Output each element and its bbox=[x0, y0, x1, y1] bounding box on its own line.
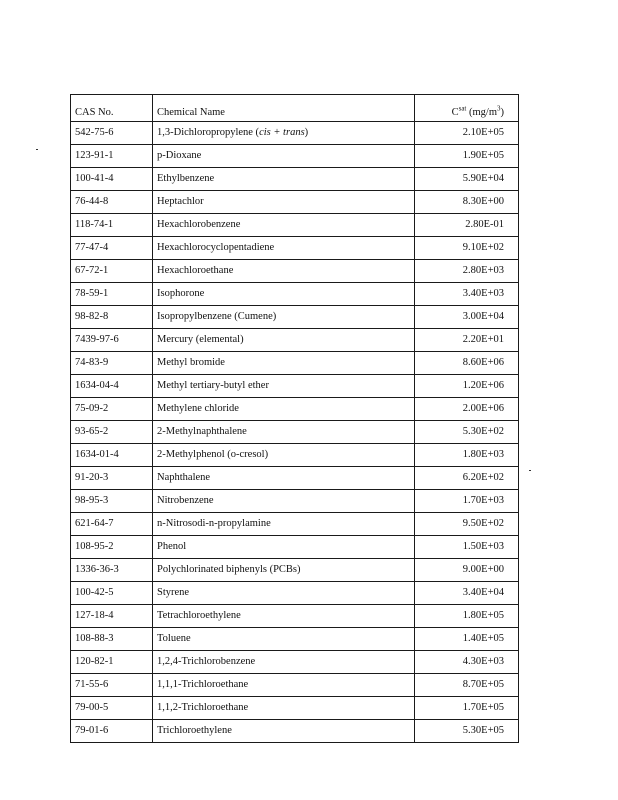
concentration-value-cell: 2.80E-01 bbox=[415, 214, 519, 237]
table-row bbox=[71, 306, 519, 329]
table-row bbox=[71, 145, 519, 168]
concentration-value-cell: 3.40E+03 bbox=[415, 283, 519, 306]
chemical-name-suffix: ) bbox=[304, 126, 309, 138]
chemical-name-cell: 1,1,1-Trichloroethane bbox=[153, 674, 415, 697]
chemical-name-cell: Methylene chloride bbox=[153, 398, 415, 421]
chemical-name-cell bbox=[153, 122, 415, 145]
table-row bbox=[71, 674, 519, 697]
cas-number-cell: 118-74-1 bbox=[71, 214, 153, 237]
cas-number-cell: 1336-36-3 bbox=[71, 559, 153, 582]
table-body bbox=[71, 122, 519, 743]
chemical-name-cell: Tetrachloroethylene bbox=[153, 605, 415, 628]
concentration-unit: (mg/m bbox=[469, 106, 497, 118]
chemical-name-cell: Styrene bbox=[153, 582, 415, 605]
table-row bbox=[71, 260, 519, 283]
cas-number-cell: 79-00-5 bbox=[71, 697, 153, 720]
chemical-name-cell: Polychlorinated biphenyls (PCBs) bbox=[153, 559, 415, 582]
cas-number-cell: 98-95-3 bbox=[71, 490, 153, 513]
table-row bbox=[71, 513, 519, 536]
cas-number-cell: 75-09-2 bbox=[71, 398, 153, 421]
chemical-name-cell: 1,1,2-Trichloroethane bbox=[153, 697, 415, 720]
concentration-value-cell: 1.80E+05 bbox=[415, 605, 519, 628]
concentration-value-cell: 9.00E+00 bbox=[415, 559, 519, 582]
cas-number-header: CAS No. bbox=[71, 95, 153, 122]
table-row bbox=[71, 168, 519, 191]
table-row bbox=[71, 628, 519, 651]
concentration-value-cell: 5.30E+02 bbox=[415, 421, 519, 444]
concentration-value-cell: 4.30E+03 bbox=[415, 651, 519, 674]
chemical-name-cell: Hexachloroethane bbox=[153, 260, 415, 283]
chemical-name-cell: n-Nitrosodi-n-propylamine bbox=[153, 513, 415, 536]
chemical-name-cell: Toluene bbox=[153, 628, 415, 651]
chemical-name-cell: 1,2,4-Trichlorobenzene bbox=[153, 651, 415, 674]
table-row bbox=[71, 375, 519, 398]
concentration-value-cell: 3.40E+04 bbox=[415, 582, 519, 605]
concentration-value-cell: 9.50E+02 bbox=[415, 513, 519, 536]
concentration-value-cell: 8.30E+00 bbox=[415, 191, 519, 214]
table-row bbox=[71, 651, 519, 674]
cas-number-cell: 108-88-3 bbox=[71, 628, 153, 651]
cas-number-cell: 7439-97-6 bbox=[71, 329, 153, 352]
concentration-value-cell: 5.90E+04 bbox=[415, 168, 519, 191]
concentration-value-cell: 1.90E+05 bbox=[415, 145, 519, 168]
cas-number-cell: 76-44-8 bbox=[71, 191, 153, 214]
concentration-value-cell: 1.70E+05 bbox=[415, 697, 519, 720]
concentration-value-cell: 6.20E+02 bbox=[415, 467, 519, 490]
cas-number-cell: 108-95-2 bbox=[71, 536, 153, 559]
concentration-value-cell: 2.00E+06 bbox=[415, 398, 519, 421]
concentration-value-cell: 8.60E+06 bbox=[415, 352, 519, 375]
chemical-name-cell: Methyl tertiary-butyl ether bbox=[153, 375, 415, 398]
chemical-name-cell: Hexachlorobenzene bbox=[153, 214, 415, 237]
table-row bbox=[71, 582, 519, 605]
concentration-value-cell: 1.40E+05 bbox=[415, 628, 519, 651]
chemical-name-header: Chemical Name bbox=[153, 95, 415, 122]
table-row bbox=[71, 467, 519, 490]
concentration-value-cell: 9.10E+02 bbox=[415, 237, 519, 260]
concentration-value-cell: 1.50E+03 bbox=[415, 536, 519, 559]
cas-number-cell: 77-47-4 bbox=[71, 237, 153, 260]
concentration-symbol: C bbox=[451, 106, 459, 118]
cas-number-cell: 621-64-7 bbox=[71, 513, 153, 536]
chemical-name-cell: Heptachlor bbox=[153, 191, 415, 214]
cas-number-cell: 123-91-1 bbox=[71, 145, 153, 168]
cas-number-cell: 120-82-1 bbox=[71, 651, 153, 674]
cas-number-cell: 79-01-6 bbox=[71, 720, 153, 743]
chemical-name-cell: Nitrobenzene bbox=[153, 490, 415, 513]
concentration-value-cell: 3.00E+04 bbox=[415, 306, 519, 329]
chemical-name-cell: Trichloroethylene bbox=[153, 720, 415, 743]
table-row bbox=[71, 720, 519, 743]
saturation-concentration-table bbox=[70, 94, 519, 743]
chemical-name-cell: Isopropylbenzene (Cumene) bbox=[153, 306, 415, 329]
chemical-name-cell: Hexachlorocyclopentadiene bbox=[153, 237, 415, 260]
table-row bbox=[71, 444, 519, 467]
concentration-value-cell: 1.20E+06 bbox=[415, 375, 519, 398]
table-row bbox=[71, 191, 519, 214]
chemical-name-cell: 2-Methylnaphthalene bbox=[153, 421, 415, 444]
chemical-name-italic: cis + trans bbox=[259, 126, 305, 138]
table-row bbox=[71, 697, 519, 720]
cas-number-cell: 100-42-5 bbox=[71, 582, 153, 605]
concentration-value-cell: 2.80E+03 bbox=[415, 260, 519, 283]
table-header-row bbox=[71, 95, 519, 122]
cas-number-cell: 67-72-1 bbox=[71, 260, 153, 283]
chemical-name-cell: Ethylbenzene bbox=[153, 168, 415, 191]
chemical-name-cell: Mercury (elemental) bbox=[153, 329, 415, 352]
cas-number-cell: 127-18-4 bbox=[71, 605, 153, 628]
concentration-header bbox=[415, 95, 519, 122]
cas-number-cell: 1634-04-4 bbox=[71, 375, 153, 398]
concentration-superscript: sat bbox=[458, 104, 467, 112]
table-row bbox=[71, 398, 519, 421]
concentration-value-cell: 5.30E+05 bbox=[415, 720, 519, 743]
table-row bbox=[71, 421, 519, 444]
concentration-value-cell: 2.20E+01 bbox=[415, 329, 519, 352]
chemical-name-cell: p-Dioxane bbox=[153, 145, 415, 168]
concentration-value-cell: 2.10E+05 bbox=[415, 122, 519, 145]
table-row bbox=[71, 536, 519, 559]
unit-close: ) bbox=[500, 106, 504, 118]
table-row bbox=[71, 605, 519, 628]
chemical-name-cell: Phenol bbox=[153, 536, 415, 559]
scan-speck bbox=[36, 149, 38, 150]
table-row bbox=[71, 559, 519, 582]
table-row bbox=[71, 283, 519, 306]
cas-number-cell: 93-65-2 bbox=[71, 421, 153, 444]
concentration-value-cell: 8.70E+05 bbox=[415, 674, 519, 697]
cas-number-cell: 74-83-9 bbox=[71, 352, 153, 375]
chemical-name-cell: Naphthalene bbox=[153, 467, 415, 490]
table-row bbox=[71, 352, 519, 375]
cas-number-cell: 71-55-6 bbox=[71, 674, 153, 697]
concentration-value-cell: 1.70E+03 bbox=[415, 490, 519, 513]
unit-exponent: 3 bbox=[497, 104, 501, 112]
chemical-name-cell: Isophorone bbox=[153, 283, 415, 306]
table-row bbox=[71, 490, 519, 513]
table-row bbox=[71, 329, 519, 352]
chemical-name-text: 1,3-Dichloropropylene ( bbox=[157, 126, 260, 138]
cas-number-cell: 100-41-4 bbox=[71, 168, 153, 191]
chemical-name-cell: 2-Methylphenol (o-cresol) bbox=[153, 444, 415, 467]
table-row bbox=[71, 237, 519, 260]
cas-number-cell: 542-75-6 bbox=[71, 122, 153, 145]
cas-number-cell: 78-59-1 bbox=[71, 283, 153, 306]
cas-number-cell: 98-82-8 bbox=[71, 306, 153, 329]
cas-number-cell: 1634-01-4 bbox=[71, 444, 153, 467]
chemical-name-cell: Methyl bromide bbox=[153, 352, 415, 375]
table-row bbox=[71, 214, 519, 237]
table-row bbox=[71, 122, 519, 145]
scan-speck bbox=[529, 470, 531, 471]
concentration-value-cell: 1.80E+03 bbox=[415, 444, 519, 467]
cas-number-cell: 91-20-3 bbox=[71, 467, 153, 490]
